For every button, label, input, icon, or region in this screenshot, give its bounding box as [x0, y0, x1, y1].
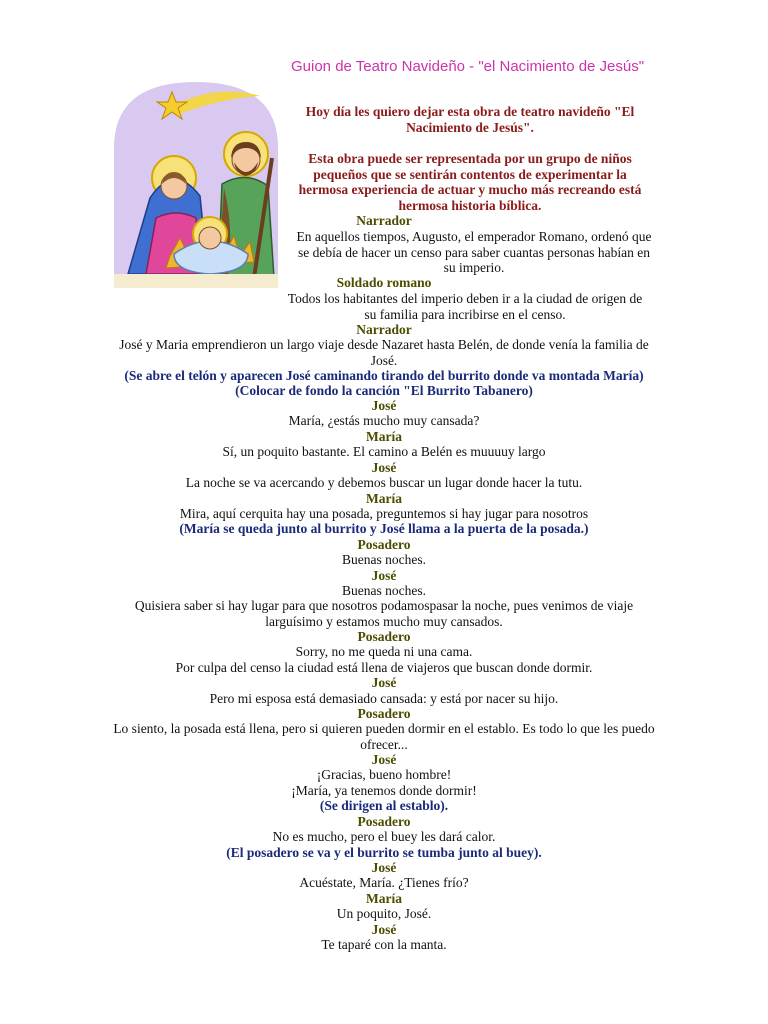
stage-direction: (María se queda junto al burrito y José llama a la puerta de la posada.) — [179, 521, 589, 536]
dialogue-line: Sorry, no me queda ni una cama. — [295, 644, 473, 659]
dialogue-line: Acuéstate, María. ¿Tienes frío? — [299, 875, 469, 890]
intro-paragraph-2: Esta obra puede ser representada por un grupo de niños pequeños que se sentirán contentos de experimentar la hermosa experiencia de actuar y mucho más recreando está hermosa historia bíblica. — [298, 151, 642, 213]
nativity-illustration — [110, 78, 282, 290]
speaker-jose: José — [371, 460, 397, 475]
stage-direction: (Se dirigen al establo). — [319, 798, 449, 813]
dialogue-line: Buenas noches. — [342, 583, 426, 598]
stage-direction: (El posadero se va y el burrito se tumba junto al buey). — [226, 845, 542, 860]
speaker-maria: María — [366, 891, 402, 906]
speaker-maria: María — [366, 429, 402, 444]
dialogue-line: Lo siento, la posada está llena, pero si quieren pueden dormir en el establo. Es todo lo que les puedo ofrecer... — [113, 721, 655, 752]
dialogue-line: Pero mi esposa está demasiado cansada: y está por nacer su hijo. — [209, 691, 559, 706]
dialogue-line: Un poquito, José. — [336, 906, 432, 921]
speaker-narrador: Narrador — [356, 213, 412, 228]
speaker-jose: José — [371, 675, 397, 690]
dialogue-line: En aquellos tiempos, Augusto, el emperador Romano, ordenó que se debía de hacer un censo para saber cuantas personas habían en su imperio. — [296, 229, 652, 275]
document-title: Guion de Teatro Navideño - "el Nacimiento de Jesús" — [291, 58, 645, 75]
dialogue-line: Todos los habitantes del imperio deben ir a la ciudad de origen de su familia para incribirse en el censo. — [287, 291, 643, 322]
speaker-posadero: Posadero — [357, 814, 411, 829]
dialogue-line: ¡María, ya tenemos donde dormir! — [291, 783, 477, 798]
dialogue-line: Sí, un poquito bastante. El camino a Belén es muuuuy largo — [222, 444, 546, 459]
speaker-posadero: Posadero — [357, 629, 411, 644]
dialogue-line: ¡Gracias, bueno hombre! — [316, 767, 452, 782]
dialogue-line: Por culpa del censo la ciudad está llena de viajeros que buscan donde dormir. — [175, 660, 593, 675]
stage-direction: (Se abre el telón y aparecen José caminando tirando del burrito donde va montada María) — [124, 368, 644, 383]
dialogue-line: La noche se va acercando y debemos buscar un lugar donde hacer la tutu. — [185, 475, 583, 490]
speaker-posadero: Posadero — [357, 706, 411, 721]
speaker-narrador: Narrador — [356, 322, 412, 337]
speaker-posadero: Posadero — [357, 537, 411, 552]
speaker-jose: José — [371, 752, 397, 767]
speaker-jose: José — [371, 398, 397, 413]
dialogue-line: José y Maria emprendieron un largo viaje desde Nazaret hasta Belén, de donde venía la familia de José. — [119, 337, 649, 368]
dialogue-line: Buenas noches. — [342, 552, 426, 567]
dialogue-line: Mira, aquí cerquita hay una posada, preguntemos si hay jugar para nosotros — [179, 506, 589, 521]
baby-head — [199, 227, 221, 249]
dialogue-line: Te taparé con la manta. — [321, 937, 447, 952]
speaker-jose: José — [371, 922, 397, 937]
speaker-jose: José — [371, 860, 397, 875]
dialogue-line: No es mucho, pero el buey les dará calor. — [272, 829, 496, 844]
speaker-maria: María — [366, 491, 402, 506]
stage-direction: (Colocar de fondo la canción "El Burrito Tabanero) — [235, 383, 533, 398]
speaker-jose: José — [371, 568, 397, 583]
dialogue-line: María, ¿estás mucho muy cansada? — [288, 413, 480, 428]
speaker-soldado: Soldado romano — [336, 275, 432, 290]
dialogue-line: Quisiera saber si hay lugar para que nosotros podamospasar la noche, pues venimos de viaje larguísimo y estamos mucho muy cansados. — [134, 598, 634, 629]
intro-paragraph-1: Hoy día les quiero dejar esta obra de teatro navideño "El Nacimiento de Jesús". — [305, 104, 635, 135]
